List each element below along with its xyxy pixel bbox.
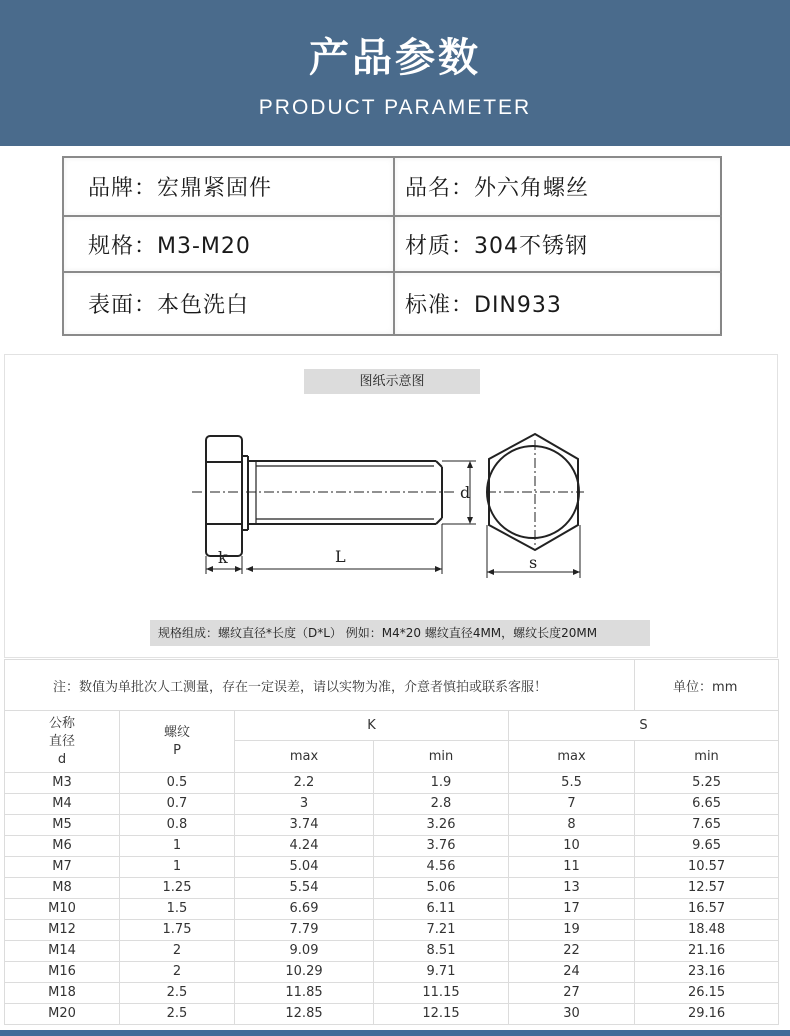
col-header-k-min: min: [374, 741, 509, 773]
col-header-s-min: min: [635, 741, 779, 773]
table-row: [5, 1004, 779, 1025]
table-cell: 5.06: [374, 878, 509, 899]
table-cell: 3.76: [374, 836, 509, 857]
table-cell: M12: [5, 920, 120, 941]
table-cell: 4.24: [235, 836, 374, 857]
table-cell: 2: [120, 962, 235, 983]
table-cell: 12.57: [635, 878, 779, 899]
table-header-row: [5, 711, 779, 741]
table-cell: 16.57: [635, 899, 779, 920]
table-cell: 21.16: [635, 941, 779, 962]
unit-label: 单位：mm: [635, 660, 779, 711]
table-cell: 2.8: [374, 794, 509, 815]
brand-cell: 品牌：宏鼎紧固件: [64, 158, 395, 217]
table-cell: 2.5: [120, 983, 235, 1004]
table-cell: 0.7: [120, 794, 235, 815]
col-header-diameter: 公称 直径 d: [5, 711, 120, 773]
table-cell: M7: [5, 857, 120, 878]
table-cell: 3.26: [374, 815, 509, 836]
table-cell: 19: [509, 920, 635, 941]
table-cell: 8.51: [374, 941, 509, 962]
surface-cell: 表面：本色洗白: [64, 273, 395, 334]
table-cell: 1: [120, 836, 235, 857]
page-title: 产品参数: [309, 35, 481, 81]
spec-cell: 规格：M3-M20: [64, 217, 395, 273]
col-header-k: K: [235, 711, 509, 741]
table-note-row: [5, 660, 779, 711]
table-cell: 24: [509, 962, 635, 983]
table-cell: 17: [509, 899, 635, 920]
material-cell: 材质：304不锈钢: [395, 217, 722, 273]
table-cell: M10: [5, 899, 120, 920]
table-cell: 22: [509, 941, 635, 962]
table-cell: 13: [509, 878, 635, 899]
table-cell: 10.29: [235, 962, 374, 983]
table-cell: 8: [509, 815, 635, 836]
table-cell: 12.15: [374, 1004, 509, 1025]
page-subtitle: PRODUCT PARAMETER: [258, 96, 532, 119]
table-cell: 0.5: [120, 773, 235, 794]
table-cell: 11.15: [374, 983, 509, 1004]
table-cell: M4: [5, 794, 120, 815]
table-cell: 7: [509, 794, 635, 815]
table-cell: 0.8: [120, 815, 235, 836]
table-cell: M18: [5, 983, 120, 1004]
table-cell: 29.16: [635, 1004, 779, 1025]
table-cell: M3: [5, 773, 120, 794]
table-row: [5, 941, 779, 962]
table-row: [5, 773, 779, 794]
product-info-table: [62, 156, 722, 336]
table-cell: 2.5: [120, 1004, 235, 1025]
table-cell: 23.16: [635, 962, 779, 983]
table-cell: 10: [509, 836, 635, 857]
table-cell: 5.54: [235, 878, 374, 899]
table-cell: 9.09: [235, 941, 374, 962]
table-cell: 26.15: [635, 983, 779, 1004]
table-cell: 7.65: [635, 815, 779, 836]
table-cell: 5.04: [235, 857, 374, 878]
table-cell: M14: [5, 941, 120, 962]
table-row: [5, 878, 779, 899]
col-header-pitch: 螺纹 P: [120, 711, 235, 773]
table-row: [5, 794, 779, 815]
table-cell: 4.56: [374, 857, 509, 878]
table-cell: 5.25: [635, 773, 779, 794]
col-header-s: S: [509, 711, 779, 741]
bolt-head-outline: [206, 436, 242, 556]
table-row: [5, 920, 779, 941]
L-label: L: [335, 547, 346, 566]
table-cell: M20: [5, 1004, 120, 1025]
table-row: [5, 815, 779, 836]
table-cell: 12.85: [235, 1004, 374, 1025]
col-header-k-max: max: [235, 741, 374, 773]
table-cell: 18.48: [635, 920, 779, 941]
table-cell: 6.65: [635, 794, 779, 815]
page-header: [0, 0, 790, 146]
table-cell: M16: [5, 962, 120, 983]
table-row: [5, 836, 779, 857]
table-cell: 6.69: [235, 899, 374, 920]
product-name-cell: 品名：外六角螺丝: [395, 158, 722, 217]
table-cell: 1.5: [120, 899, 235, 920]
table-cell: 11.85: [235, 983, 374, 1004]
table-cell: 1.75: [120, 920, 235, 941]
d-label: d: [460, 483, 471, 502]
table-cell: M6: [5, 836, 120, 857]
s-label: s: [529, 553, 538, 572]
table-note: 注：数值为单批次人工测量，存在一定误差，请以实物为准，介意者慎拍或联系客服！: [5, 660, 635, 711]
k-label: k: [218, 548, 228, 567]
table-cell: 6.11: [374, 899, 509, 920]
spec-formula: 规格组成：螺纹直径*长度（D*L） 例如：M4*20 螺纹直径4MM，螺纹长度20MM: [150, 620, 650, 646]
table-cell: 7.21: [374, 920, 509, 941]
table-cell: 11: [509, 857, 635, 878]
table-cell: 1.9: [374, 773, 509, 794]
table-row: [5, 899, 779, 920]
table-cell: 7.79: [235, 920, 374, 941]
col-header-s-max: max: [509, 741, 635, 773]
standard-cell: 标准：DIN933: [395, 273, 722, 334]
table-row: [5, 857, 779, 878]
table-cell: 10.57: [635, 857, 779, 878]
table-cell: 2: [120, 941, 235, 962]
table-cell: 1.25: [120, 878, 235, 899]
table-row: [5, 962, 779, 983]
table-cell: M5: [5, 815, 120, 836]
table-cell: 9.71: [374, 962, 509, 983]
table-row: [5, 983, 779, 1004]
table-cell: 30: [509, 1004, 635, 1025]
table-cell: 3.74: [235, 815, 374, 836]
table-cell: M8: [5, 878, 120, 899]
table-cell: 5.5: [509, 773, 635, 794]
table-cell: 1: [120, 857, 235, 878]
bottom-bar: [0, 1030, 790, 1036]
table-cell: 9.65: [635, 836, 779, 857]
diagram-title: 图纸示意图: [304, 369, 480, 394]
table-cell: 2.2: [235, 773, 374, 794]
table-cell: 27: [509, 983, 635, 1004]
table-cell: 3: [235, 794, 374, 815]
dimension-table: [4, 659, 779, 1025]
bolt-drawing: [186, 426, 596, 582]
